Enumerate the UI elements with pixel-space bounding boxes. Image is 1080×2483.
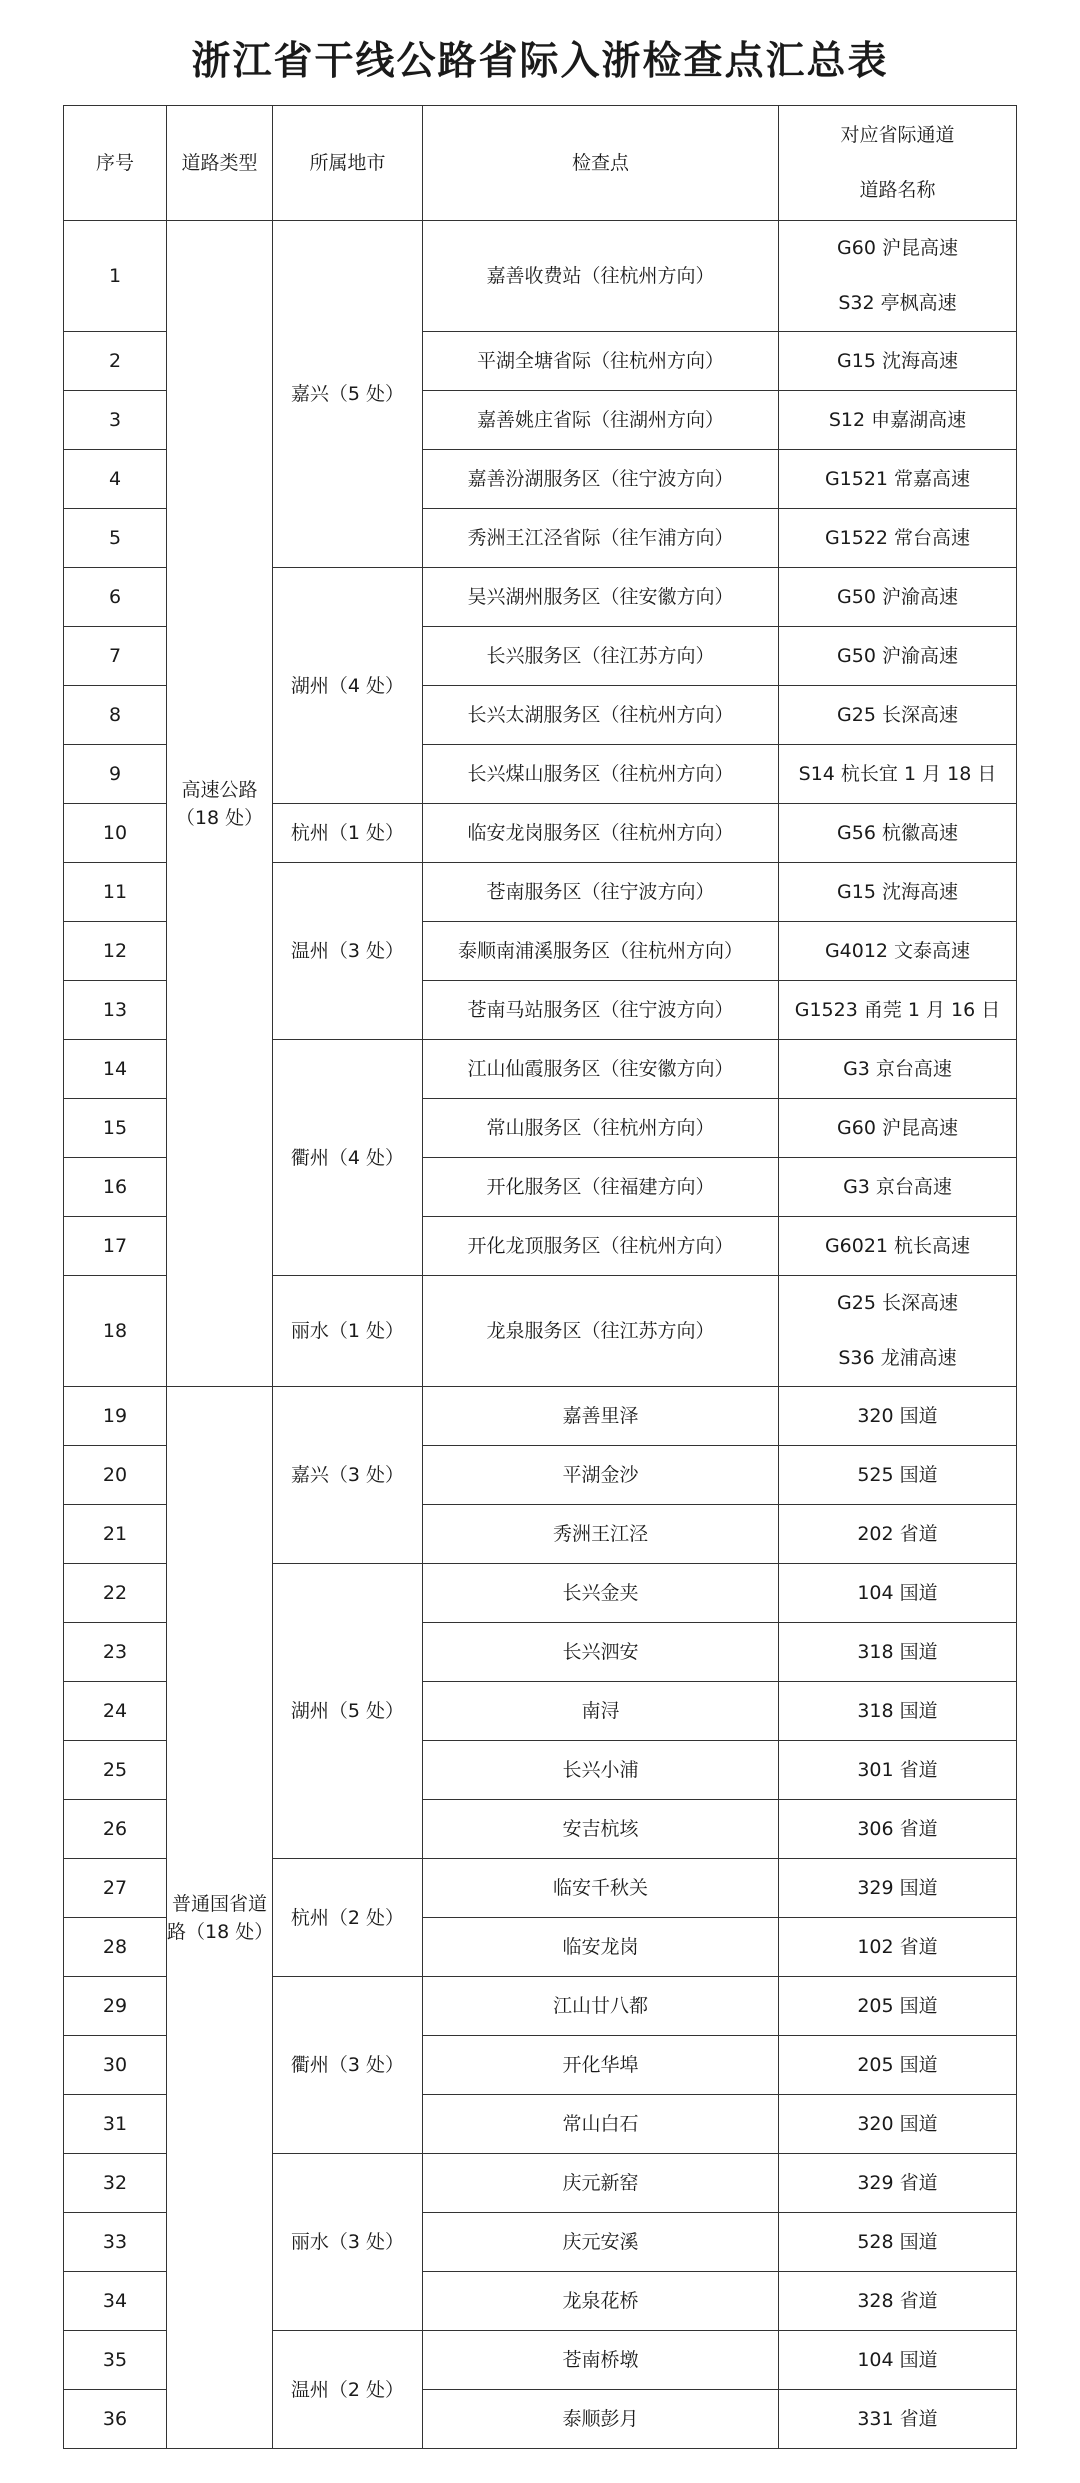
city-cell: 湖州（5 处） <box>273 1564 423 1859</box>
channel-name: 301 省道 <box>857 1758 938 1781</box>
row-checkpoint: 临安龙岗服务区（往杭州方向） <box>423 804 779 863</box>
row-channel <box>779 391 1017 450</box>
row-checkpoint: 江山廿八都 <box>423 1977 779 2036</box>
row-checkpoint: 长兴煤山服务区（往杭州方向） <box>423 745 779 804</box>
row-seq: 33 <box>64 2213 167 2272</box>
row-channel <box>779 2331 1017 2390</box>
channel-name: 202 省道 <box>857 1522 938 1545</box>
row-seq: 14 <box>64 1040 167 1099</box>
channel-name: 328 省道 <box>857 2289 938 2312</box>
row-checkpoint: 开化服务区（往福建方向） <box>423 1158 779 1217</box>
row-seq: 5 <box>64 509 167 568</box>
row-channel <box>779 981 1017 1040</box>
channel-name: 318 国道 <box>857 1640 938 1663</box>
row-seq: 18 <box>64 1276 167 1387</box>
row-checkpoint: 开化华埠 <box>423 2036 779 2095</box>
row-seq: 25 <box>64 1741 167 1800</box>
row-seq: 19 <box>64 1387 167 1446</box>
row-checkpoint: 长兴太湖服务区（往杭州方向） <box>423 686 779 745</box>
row-checkpoint: 南浔 <box>423 1682 779 1741</box>
row-seq: 17 <box>64 1217 167 1276</box>
row-checkpoint: 长兴泗安 <box>423 1623 779 1682</box>
row-channel <box>779 1682 1017 1741</box>
row-seq: 12 <box>64 922 167 981</box>
row-channel <box>779 509 1017 568</box>
row-checkpoint: 秀洲王江泾省际（往乍浦方向） <box>423 509 779 568</box>
row-checkpoint: 长兴服务区（往江苏方向） <box>423 627 779 686</box>
row-checkpoint: 庆元安溪 <box>423 2213 779 2272</box>
road-type-count: （18 处） <box>175 806 264 829</box>
row-checkpoint: 龙泉花桥 <box>423 2272 779 2331</box>
road-type-label: 高速公路 <box>181 778 258 801</box>
channel-name: 528 国道 <box>857 2230 938 2253</box>
channel-name: 205 国道 <box>857 2053 938 2076</box>
row-channel <box>779 332 1017 391</box>
channel-name: G15 沈海高速 <box>837 880 958 903</box>
row-seq: 8 <box>64 686 167 745</box>
row-checkpoint: 庆元新窑 <box>423 2154 779 2213</box>
row-channel <box>779 2390 1017 2449</box>
row-channel <box>779 2213 1017 2272</box>
city-cell: 嘉兴（5 处） <box>273 221 423 568</box>
row-channel <box>779 2095 1017 2154</box>
row-channel <box>779 1623 1017 1682</box>
channel-name: 104 国道 <box>857 1581 938 1604</box>
row-channel <box>779 1387 1017 1446</box>
row-seq: 7 <box>64 627 167 686</box>
row-checkpoint: 苍南桥墩 <box>423 2331 779 2390</box>
row-channel <box>779 627 1017 686</box>
row-channel <box>779 1099 1017 1158</box>
channel-name: G4012 文泰高速 <box>824 939 971 962</box>
row-channel <box>779 1158 1017 1217</box>
row-checkpoint: 泰顺南浦溪服务区（往杭州方向） <box>423 922 779 981</box>
row-channel <box>779 568 1017 627</box>
channel-name: 102 省道 <box>857 1935 938 1958</box>
row-seq: 20 <box>64 1446 167 1505</box>
row-channel <box>779 221 1017 332</box>
row-channel <box>779 2036 1017 2095</box>
row-seq: 15 <box>64 1099 167 1158</box>
channel-name: S12 申嘉湖高速 <box>828 408 967 431</box>
row-seq: 31 <box>64 2095 167 2154</box>
header-channel-line2: 道路名称 <box>859 179 936 201</box>
row-channel <box>779 1505 1017 1564</box>
road-type-label: 普通国省道 <box>171 1892 267 1915</box>
row-checkpoint: 嘉善收费站（往杭州方向） <box>423 221 779 332</box>
row-checkpoint: 常山服务区（往杭州方向） <box>423 1099 779 1158</box>
row-seq: 26 <box>64 1800 167 1859</box>
row-channel <box>779 1446 1017 1505</box>
channel-name: G3 京台高速 <box>843 1175 952 1198</box>
channel-name: G60 沪昆高速 <box>837 237 958 259</box>
row-seq: 36 <box>64 2390 167 2449</box>
row-checkpoint: 常山白石 <box>423 2095 779 2154</box>
channel-name: G60 沪昆高速 <box>837 1116 958 1139</box>
row-seq: 6 <box>64 568 167 627</box>
row-channel <box>779 1859 1017 1918</box>
road-type-cell <box>167 221 273 1387</box>
channel-name: 329 省道 <box>857 2171 938 2194</box>
row-seq: 16 <box>64 1158 167 1217</box>
city-cell: 嘉兴（3 处） <box>273 1387 423 1564</box>
row-checkpoint: 开化龙顶服务区（往杭州方向） <box>423 1217 779 1276</box>
table-row <box>64 1387 1017 1446</box>
row-checkpoint: 嘉善汾湖服务区（往宁波方向） <box>423 450 779 509</box>
row-seq: 10 <box>64 804 167 863</box>
row-channel <box>779 1977 1017 2036</box>
row-seq: 27 <box>64 1859 167 1918</box>
city-cell: 丽水（3 处） <box>273 2154 423 2331</box>
row-channel <box>779 804 1017 863</box>
row-checkpoint: 泰顺彭月 <box>423 2390 779 2449</box>
channel-name: G3 京台高速 <box>843 1057 952 1080</box>
city-cell: 湖州（4 处） <box>273 568 423 804</box>
header-road-type: 道路类型 <box>167 106 273 221</box>
row-checkpoint: 长兴小浦 <box>423 1741 779 1800</box>
row-checkpoint: 临安千秋关 <box>423 1859 779 1918</box>
row-seq: 22 <box>64 1564 167 1623</box>
row-seq: 9 <box>64 745 167 804</box>
row-seq: 30 <box>64 2036 167 2095</box>
table-row <box>64 221 1017 332</box>
checkpoint-table <box>63 105 1017 2449</box>
channel-name: G50 沪渝高速 <box>837 644 958 667</box>
row-channel <box>779 1040 1017 1099</box>
row-channel <box>779 1800 1017 1859</box>
row-channel <box>779 745 1017 804</box>
row-channel <box>779 1741 1017 1800</box>
row-checkpoint: 平湖金沙 <box>423 1446 779 1505</box>
row-seq: 13 <box>64 981 167 1040</box>
road-type-count: 路（18 处） <box>167 1920 274 1943</box>
header-city: 所属地市 <box>273 106 423 221</box>
row-checkpoint: 苍南服务区（往宁波方向） <box>423 863 779 922</box>
row-seq: 2 <box>64 332 167 391</box>
row-checkpoint: 安吉杭垓 <box>423 1800 779 1859</box>
row-checkpoint: 吴兴湖州服务区（往安徽方向） <box>423 568 779 627</box>
row-channel <box>779 863 1017 922</box>
row-seq: 34 <box>64 2272 167 2331</box>
row-seq: 35 <box>64 2331 167 2390</box>
city-cell: 杭州（1 处） <box>273 804 423 863</box>
channel-name: 318 国道 <box>857 1699 938 1722</box>
channel-name: G50 沪渝高速 <box>837 585 958 608</box>
city-cell: 丽水（1 处） <box>273 1276 423 1387</box>
row-channel <box>779 1564 1017 1623</box>
row-channel <box>779 2154 1017 2213</box>
row-checkpoint: 苍南马站服务区（往宁波方向） <box>423 981 779 1040</box>
row-checkpoint: 平湖全塘省际（往杭州方向） <box>423 332 779 391</box>
channel-name: 205 国道 <box>857 1994 938 2017</box>
channel-name: 329 国道 <box>857 1876 938 1899</box>
row-channel <box>779 2272 1017 2331</box>
city-cell: 杭州（2 处） <box>273 1859 423 1977</box>
channel-name: 525 国道 <box>857 1463 938 1486</box>
channel-name: 320 国道 <box>857 2112 938 2135</box>
channel-name: 320 国道 <box>857 1404 938 1427</box>
channel-name: G25 长深高速 <box>837 703 958 726</box>
row-checkpoint: 嘉善姚庄省际（往湖州方向） <box>423 391 779 450</box>
header-row <box>64 106 1017 221</box>
channel-name: G1523 甬莞 1 月 16 日 <box>794 998 1001 1021</box>
row-channel <box>779 686 1017 745</box>
row-checkpoint: 长兴金夹 <box>423 1564 779 1623</box>
row-seq: 3 <box>64 391 167 450</box>
channel-name: G1522 常台高速 <box>824 526 971 549</box>
channel-name: S36 龙浦高速 <box>838 1347 957 1369</box>
header-seq: 序号 <box>64 106 167 221</box>
row-seq: 1 <box>64 221 167 332</box>
channel-name: G6021 杭长高速 <box>824 1234 971 1257</box>
row-channel <box>779 1276 1017 1387</box>
row-checkpoint: 龙泉服务区（往江苏方向） <box>423 1276 779 1387</box>
row-checkpoint: 临安龙岗 <box>423 1918 779 1977</box>
channel-name: G25 长深高速 <box>837 1292 958 1314</box>
header-checkpoint: 检查点 <box>423 106 779 221</box>
row-checkpoint: 江山仙霞服务区（往安徽方向） <box>423 1040 779 1099</box>
row-channel <box>779 1918 1017 1977</box>
row-seq: 11 <box>64 863 167 922</box>
city-cell: 衢州（4 处） <box>273 1040 423 1276</box>
channel-name: S32 亭枫高速 <box>838 292 957 314</box>
header-channel <box>779 106 1017 221</box>
row-channel <box>779 922 1017 981</box>
row-seq: 32 <box>64 2154 167 2213</box>
channel-name: G15 沈海高速 <box>837 349 958 372</box>
row-seq: 4 <box>64 450 167 509</box>
row-seq: 23 <box>64 1623 167 1682</box>
channel-name: S14 杭长宜 1 月 18 日 <box>798 762 997 785</box>
channel-name: G56 杭徽高速 <box>837 821 958 844</box>
city-cell: 温州（2 处） <box>273 2331 423 2449</box>
city-cell: 温州（3 处） <box>273 863 423 1040</box>
channel-name: 306 省道 <box>857 1817 938 1840</box>
row-checkpoint: 秀洲王江泾 <box>423 1505 779 1564</box>
header-channel-line1: 对应省际通道 <box>840 124 955 146</box>
row-seq: 29 <box>64 1977 167 2036</box>
page-title: 浙江省干线公路省际入浙检查点汇总表 <box>191 39 889 84</box>
row-seq: 21 <box>64 1505 167 1564</box>
channel-name: 104 国道 <box>857 2348 938 2371</box>
road-type-cell <box>167 1387 273 2449</box>
row-seq: 24 <box>64 1682 167 1741</box>
row-checkpoint: 嘉善里泽 <box>423 1387 779 1446</box>
channel-name: 331 省道 <box>857 2407 938 2430</box>
channel-name: G1521 常嘉高速 <box>824 467 971 490</box>
row-channel <box>779 450 1017 509</box>
city-cell: 衢州（3 处） <box>273 1977 423 2154</box>
row-channel <box>779 1217 1017 1276</box>
row-seq: 28 <box>64 1918 167 1977</box>
